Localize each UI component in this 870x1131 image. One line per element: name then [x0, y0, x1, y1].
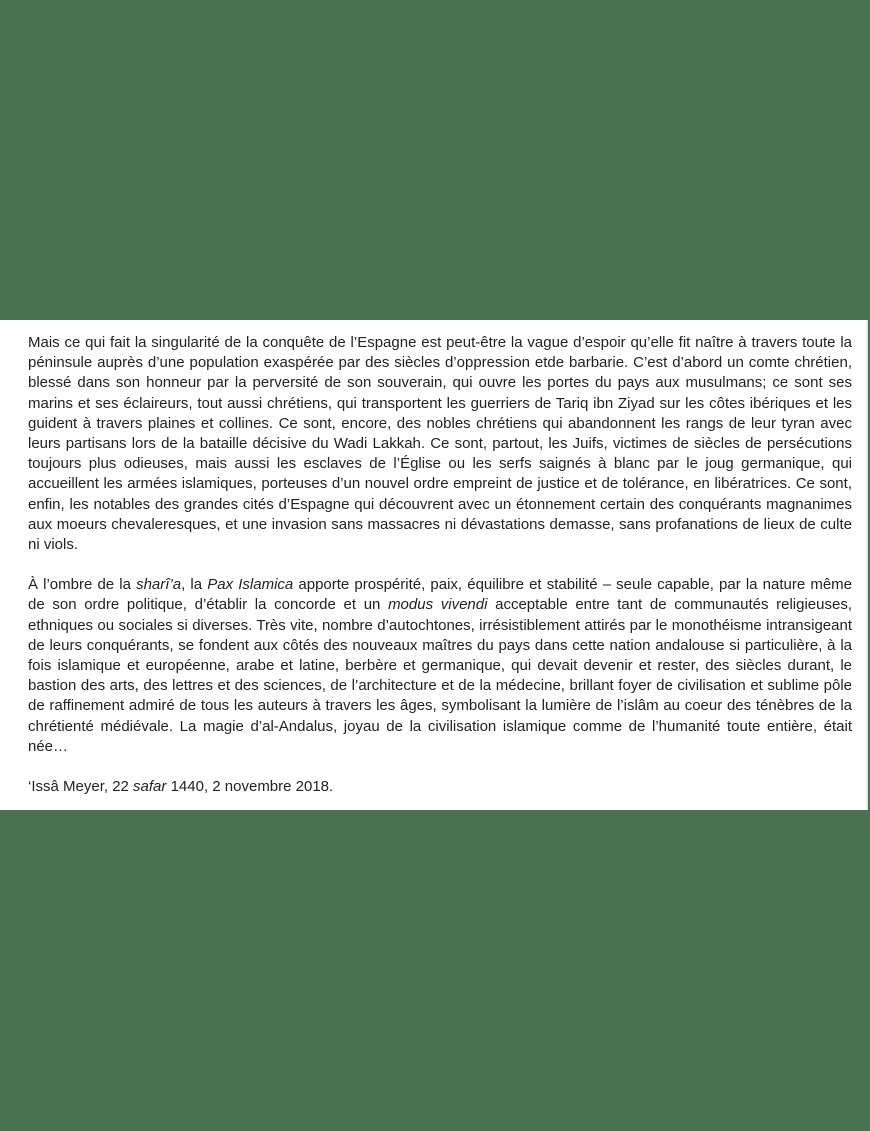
paragraph-gap — [28, 757, 852, 777]
article-body — [28, 333, 852, 797]
paragraph-text-segment: À l’ombre de la — [28, 576, 137, 594]
paragraph-conquest: Mais ce qui fait la singularité de la conquête de l’Espagne est peut-être la vague d’espoir qu’elle fit naître à travers toute la péninsule auprès d’une population exaspérée par des siècles d’oppression etde barbarie. C’est d’abord un comte chrétien, blessé dans son honneur par la perversité de son souverain, qui ouvre les portes du pays aux musulmans; ce sont ses marins et ses éclaireurs, tout aussi chrétiens, qui transportent les guerriers de Tariq ibn Ziyad sur les côtes ibériques et les guident à travers plaines et collines. Ce sont, encore, des nobles chrétiens qui abandonnent les rangs de leur tyran avec leurs partisans lors de la bataille décisive du Wadi Lakkah. Ce sont, partout, les Juifs, victimes de siècles de persécutions toujours plus odieuses, mais aussi les esclaves de l’Église ou les serfs saignés à blanc par le joug germanique, qui accueillent les armées islamiques, porteuses d’un nouvel ordre empreint de justice et de tolérance, en libératrices. Ce sont, enfin, les notables des grandes cités d’Espagne qui découvrent avec un étonnement certain des conquérants magnanimes aux moeurs chevaleresques, et une invasion sans massacres ni dévastations demasse, sans profanations de lieux de culte ni viols. — [28, 334, 852, 554]
paragraph-text-segment: acceptable entre tant de communautés religieuses, ethniques ou sociales si diverses. Très vite, nombre d’autochtones, irrésistiblement attirés par le monothéisme intransigeant de leurs conquérants, se fondent aux côtés des nouveaux maîtres du pays dans cette nation andalouse si particulière, à la fois islamique et européenne, arabe et latine, berbère et germanique, qui devait devenir et rester, des siècles durant, le bastion des arts, des lettres et des sciences, de l’architecture et de la médecine, brillant foyer de civilisation et sublime pôle de raffinement admiré de tous les auteurs à travers les âges, symbolisant la lumière de l’islâm au coeur des ténèbres de la chrétienté médiévale. La magie d’al-Andalus, joyau de la civilisation islamique comme de l’humanité toute entière, était née… — [28, 596, 852, 755]
paragraph-pax-islamica — [28, 575, 852, 757]
signature-text-segment: 1440, 2 novembre 2018. — [166, 778, 334, 796]
italic-term: sharî’a — [136, 576, 182, 594]
author-signature — [28, 777, 852, 797]
paragraph-text-segment: apporte prospérité, paix, équilibre et stabilité – seule capable, par la nature même de son ordre politique, d’établir la concorde et un — [28, 576, 852, 614]
paragraph-gap — [28, 555, 852, 575]
italic-term: Pax Islamica — [207, 576, 294, 594]
italic-term: modus vivendi — [388, 596, 488, 614]
signature-text-segment: ‘Issâ Meyer, 22 — [28, 778, 134, 796]
paragraph-text-segment: , la — [181, 576, 208, 594]
italic-term: safar — [133, 778, 167, 796]
document-page — [0, 320, 868, 810]
